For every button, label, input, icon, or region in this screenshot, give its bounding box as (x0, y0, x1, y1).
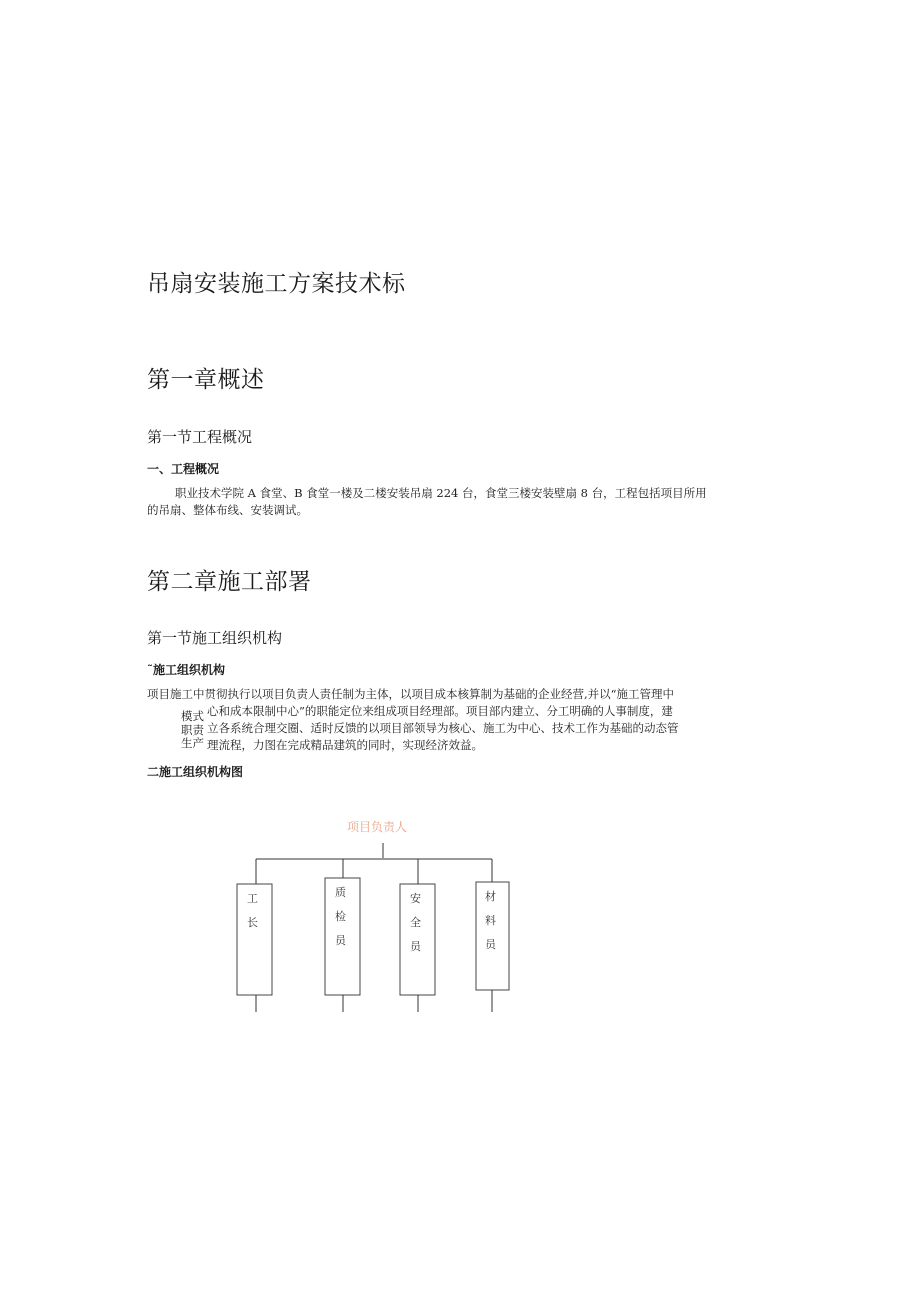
org-side-label-2: 职责 (181, 723, 204, 737)
overview-paragraph-line-2: 的吊扇、整体布线、安装调试。 (147, 503, 308, 517)
org-box-char-safety-officer: 安 (410, 892, 421, 905)
subsection-org-chart-heading: 二施工组织机构图 (147, 765, 244, 779)
org-side-label-3: 生产 (181, 736, 204, 750)
section-2-1-heading: 第一节施工组织机构 (147, 629, 283, 647)
overview-paragraph-line-1: 职业技术学院 A 食堂、B 食堂一楼及二楼安装吊扇 224 台，食堂三楼安装壁扇 8 台，工程包括项目所用 (175, 486, 707, 500)
org-box-char-foreman: 工 (247, 892, 258, 905)
org-box-char-safety-officer: 全 (410, 916, 421, 929)
org-box-char-quality-inspector: 员 (335, 934, 346, 947)
org-paragraph-line-2: 心和成本限制中心”的职能定位来组成项目经理部。项目部内建立、分工明确的人事制度，建 (207, 704, 673, 718)
chapter-1-heading: 第一章概述 (147, 367, 265, 393)
org-box-char-materials-officer: 材 (485, 890, 496, 903)
org-box-char-materials-officer: 料 (485, 914, 496, 927)
org-box-char-safety-officer: 员 (410, 940, 421, 953)
org-root-label: 项目负责人 (346, 820, 408, 834)
org-box-char-quality-inspector: 检 (335, 910, 346, 923)
section-1-1-heading: 第一节工程概况 (147, 428, 253, 446)
org-paragraph-line-1: 项目施工中贯彻执行以项目负责人责任制为主体，以项目成本核算制为基础的企业经营,并以“施工管理中 (147, 687, 675, 701)
org-side-label-1: 模式 (181, 709, 204, 723)
chapter-2-heading: 第二章施工部署 (147, 569, 312, 595)
subsection-project-overview-heading: 一、工程概况 (147, 462, 220, 476)
org-box-char-quality-inspector: 质 (335, 886, 346, 899)
org-box-char-materials-officer: 员 (485, 938, 496, 951)
document-title: 吊扇安装施工方案技术标 (147, 271, 406, 297)
org-box-char-foreman: 长 (247, 916, 258, 929)
subsection-org-structure-heading: ˜施工组织机构 (147, 663, 226, 677)
org-paragraph-line-4: 理流程，力图在完成精品建筑的同时，实现经济效益。 (207, 738, 483, 752)
org-paragraph-line-3: 立各系统合理交圈、适时反馈的以项目部领导为核心、施工为中心、技术工作为基础的动态管 (207, 721, 679, 735)
